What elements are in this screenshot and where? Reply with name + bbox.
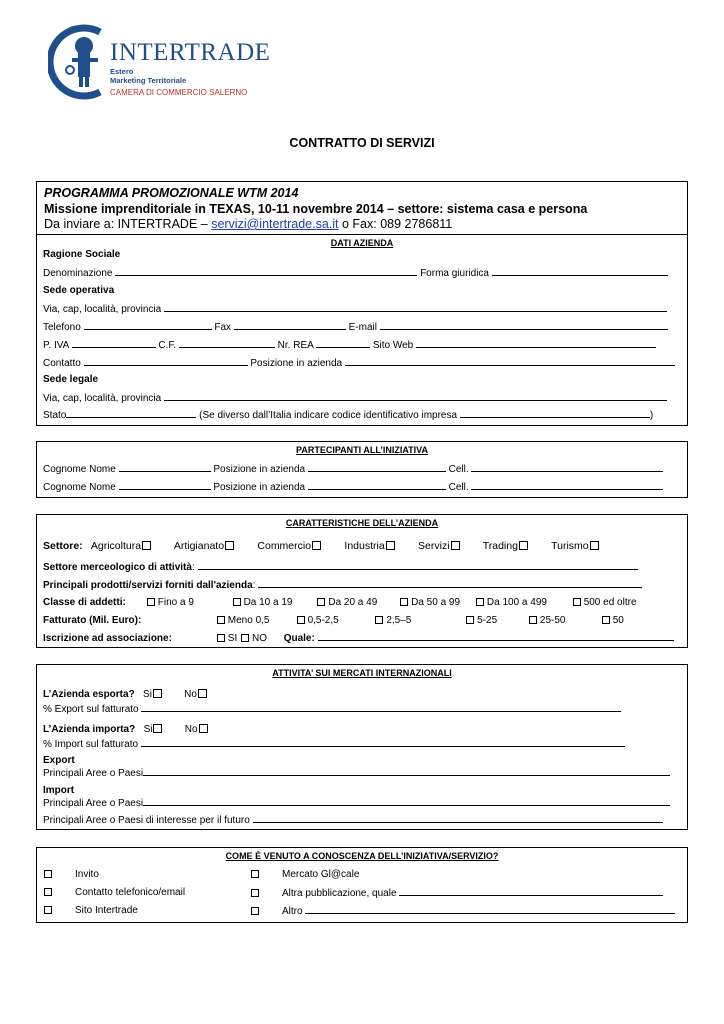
checkbox-altra-pubblicazione[interactable] bbox=[251, 889, 259, 897]
checkbox-addetti-1[interactable] bbox=[147, 598, 155, 606]
field-denominazione[interactable] bbox=[115, 267, 417, 276]
send-to-line: Da inviare a: INTERTRADE – servizi@intertrade.sa.it o Fax: 089 2786811 bbox=[44, 217, 453, 231]
field-participant-2-cell[interactable] bbox=[471, 481, 663, 490]
checkbox-sito[interactable] bbox=[44, 906, 52, 914]
how-did-you-hear-section bbox=[36, 847, 688, 923]
field-stato[interactable] bbox=[66, 409, 196, 418]
field-participant-1-cell[interactable] bbox=[471, 463, 663, 472]
checkbox-export-no[interactable] bbox=[198, 689, 207, 698]
checkbox-fatturato-4[interactable] bbox=[466, 616, 474, 624]
logo-name: INTERTRADE bbox=[110, 39, 271, 66]
international-activity-section bbox=[36, 664, 688, 830]
field-import-pct[interactable] bbox=[141, 738, 625, 747]
checkbox-trading[interactable] bbox=[519, 541, 528, 550]
checkbox-iscrizione-si[interactable] bbox=[217, 634, 225, 642]
row-via-legale: Via, cap, località, provincia bbox=[43, 392, 667, 405]
field-associazione[interactable] bbox=[318, 632, 674, 641]
label-export: Export bbox=[43, 755, 75, 766]
field-via-legale[interactable] bbox=[164, 392, 667, 401]
field-forma-giuridica[interactable] bbox=[492, 267, 668, 276]
checkbox-mercato[interactable] bbox=[251, 870, 259, 878]
checkbox-export-si[interactable] bbox=[153, 689, 162, 698]
checkbox-fatturato-1[interactable] bbox=[217, 616, 225, 624]
checkbox-fatturato-5[interactable] bbox=[529, 616, 537, 624]
field-cf[interactable] bbox=[179, 339, 275, 348]
checkbox-iscrizione-no[interactable] bbox=[241, 634, 249, 642]
row-prodotti: Principali prodotti/servizi forniti dall'azienda: bbox=[43, 579, 642, 592]
section-title-caratteristiche: CARATTERISTICHE DELL’AZIENDA bbox=[285, 518, 439, 528]
field-telefono[interactable] bbox=[84, 321, 212, 330]
checkbox-addetti-5[interactable] bbox=[476, 598, 484, 606]
row-addetti: Classe di addetti: Fino a 9 Da 10 a 19 Da 20 a 49 Da 50 a 99 Da 100 a 499 500 ed oltre bbox=[43, 597, 637, 608]
label-ragione-sociale: Ragione Sociale bbox=[43, 249, 121, 260]
field-aree-interesse[interactable] bbox=[253, 814, 663, 823]
document-title: CONTRATTO DI SERVIZI bbox=[289, 136, 435, 150]
field-contatto[interactable] bbox=[84, 357, 248, 366]
row-telefono: Telefono Fax E-mail bbox=[43, 321, 668, 334]
field-export-pct[interactable] bbox=[141, 703, 621, 712]
section-title-attivita: ATTIVITA’ SUI MERCATI INTERNAZIONALI bbox=[272, 668, 452, 678]
option-altra-pubblicazione: Altra pubblicazione, quale bbox=[250, 887, 663, 900]
checkbox-contatto[interactable] bbox=[44, 888, 52, 896]
option-sito: Sito Intertrade bbox=[43, 905, 138, 917]
row-aree-interesse: Principali Aree o Paesi di interesse per il futuro bbox=[43, 814, 663, 827]
checkbox-fatturato-6[interactable] bbox=[602, 616, 610, 624]
checkbox-altro[interactable] bbox=[251, 907, 259, 915]
checkbox-commercio[interactable] bbox=[312, 541, 321, 550]
company-data-section bbox=[36, 181, 688, 426]
field-altro[interactable] bbox=[305, 905, 675, 914]
field-export-aree[interactable] bbox=[143, 767, 670, 776]
field-participant-1-name[interactable] bbox=[119, 463, 211, 472]
row-participant-1: Cognome Nome Posizione in azienda Cell. bbox=[43, 463, 663, 476]
logo-line-1: Estero bbox=[110, 67, 134, 76]
section-title-conoscenza: COME È VENUTO A CONOSCENZA DELL’INIZIATIVA/SERVIZIO? bbox=[225, 851, 499, 861]
row-piva: P. IVA C.F. Nr. REA Sito Web bbox=[43, 339, 656, 352]
field-participant-1-position[interactable] bbox=[308, 463, 446, 472]
option-altro: Altro bbox=[250, 905, 675, 918]
field-merceologico[interactable] bbox=[198, 561, 638, 570]
checkbox-industria[interactable] bbox=[386, 541, 395, 550]
section-title-partecipanti: PARTECIPANTI ALL’INIZIATIVA bbox=[296, 445, 428, 455]
field-rea[interactable] bbox=[316, 339, 370, 348]
checkbox-servizi[interactable] bbox=[451, 541, 460, 550]
row-merceologico: Settore merceologico di attività: bbox=[43, 561, 638, 574]
field-posizione[interactable] bbox=[345, 357, 675, 366]
row-via-operativa: Via, cap, località, provincia bbox=[43, 303, 667, 316]
checkbox-addetti-6[interactable] bbox=[573, 598, 581, 606]
row-iscrizione: Iscrizione ad associazione: SI NO Quale: bbox=[43, 632, 674, 645]
label-sede-legale: Sede legale bbox=[43, 374, 99, 385]
field-via-operativa[interactable] bbox=[164, 303, 667, 312]
row-contatto: Contatto Posizione in azienda bbox=[43, 357, 675, 370]
option-mercato: Mercato Gl@cale bbox=[250, 869, 359, 881]
field-participant-2-position[interactable] bbox=[308, 481, 446, 490]
checkbox-import-no[interactable] bbox=[199, 724, 208, 733]
logo-chamber: CAMERA DI COMMERCIO SALERNO bbox=[110, 88, 248, 97]
checkbox-artigianato[interactable] bbox=[225, 541, 234, 550]
row-export-aree: Principali Aree o Paesi bbox=[43, 767, 670, 780]
field-codice-impresa[interactable] bbox=[460, 409, 650, 418]
mission-title: Missione imprenditoriale in TEXAS, 10-11 novembre 2014 – settore: sistema casa e persona bbox=[44, 202, 588, 216]
option-invito: Invito bbox=[43, 869, 99, 881]
row-settore: Settore: Agricoltura Artigianato Commercio Industria Servizi Trading Turismo bbox=[43, 540, 599, 552]
row-import-aree: Principali Aree o Paesi bbox=[43, 797, 670, 810]
field-import-aree[interactable] bbox=[143, 797, 670, 806]
logo-line-2: Marketing Territoriale bbox=[110, 76, 187, 85]
row-participant-2: Cognome Nome Posizione in azienda Cell. bbox=[43, 481, 663, 494]
checkbox-agricoltura[interactable] bbox=[142, 541, 151, 550]
field-sito[interactable] bbox=[416, 339, 656, 348]
checkbox-fatturato-2[interactable] bbox=[297, 616, 305, 624]
checkbox-addetti-4[interactable] bbox=[400, 598, 408, 606]
checkbox-import-si[interactable] bbox=[153, 724, 162, 733]
label-import: Import bbox=[43, 785, 75, 796]
intertrade-logo bbox=[48, 24, 271, 100]
field-fax[interactable] bbox=[234, 321, 346, 330]
checkbox-invito[interactable] bbox=[44, 870, 52, 878]
checkbox-addetti-3[interactable] bbox=[317, 598, 325, 606]
section-title-dati: DATI AZIENDA bbox=[330, 238, 394, 248]
field-prodotti[interactable] bbox=[258, 579, 642, 588]
field-piva[interactable] bbox=[72, 339, 156, 348]
checkbox-addetti-2[interactable] bbox=[233, 598, 241, 606]
row-esporta: L’Azienda esporta? Si No bbox=[43, 689, 207, 701]
row-import-pct: % Import sul fatturato bbox=[43, 738, 625, 751]
participants-section bbox=[36, 441, 688, 498]
field-participant-2-name[interactable] bbox=[119, 481, 211, 490]
program-title: PROGRAMMA PROMOZIONALE WTM 2014 bbox=[44, 186, 299, 200]
logo-emblem-icon bbox=[48, 24, 110, 100]
row-denominazione: Denominazione Forma giuridica bbox=[43, 267, 668, 280]
field-altra-pubblicazione[interactable] bbox=[399, 887, 663, 896]
option-contatto: Contatto telefonico/email bbox=[43, 887, 185, 899]
row-export-pct: % Export sul fatturato bbox=[43, 703, 621, 716]
email-link[interactable]: servizi@intertrade.sa.it bbox=[211, 217, 339, 231]
header-divider bbox=[37, 234, 687, 235]
label-sede-operativa: Sede operativa bbox=[43, 285, 115, 296]
checkbox-fatturato-3[interactable] bbox=[375, 616, 383, 624]
checkbox-turismo[interactable] bbox=[590, 541, 599, 550]
row-importa: L’Azienda importa? Si No bbox=[43, 724, 208, 736]
field-email[interactable] bbox=[380, 321, 668, 330]
row-fatturato: Fatturato (Mil. Euro): Meno 0,5 0,5-2,5 2,5–5 5-25 25-50 50 bbox=[43, 615, 624, 626]
row-stato: Stato (Se diverso dall’Italia indicare codice identificativo impresa ) bbox=[43, 410, 654, 421]
characteristics-section bbox=[36, 514, 688, 648]
